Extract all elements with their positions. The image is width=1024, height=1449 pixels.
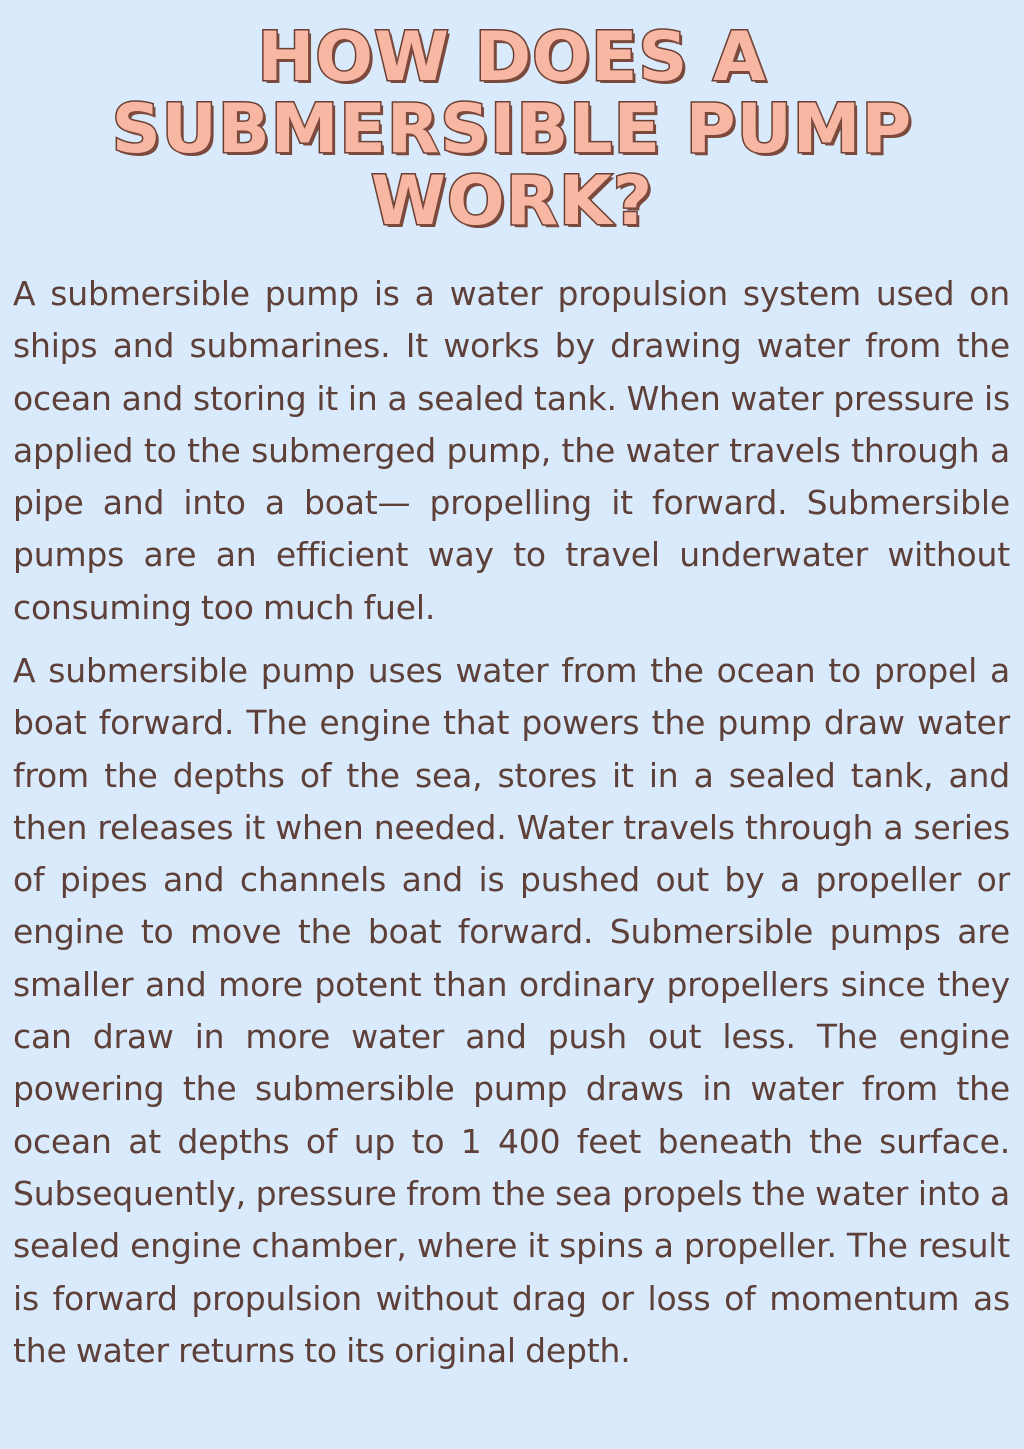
- paragraph-2: A submersible pump uses water from the ocean to propel a boat forward. The engine that powers the pump draw water from the depths of the sea, stores it in a sealed tank, and then releases it when needed. Water travels through a series of pipes and channels and is pushed out by a propeller or engine to move the boat forward. Submersible pumps are smaller and more potent than ordinary propellers since they can draw in more water and push out less. The engine powering the submersible pump draws in water from the ocean at depths of up to 1 400 feet beneath the surface. Subsequently, pressure from the sea propels the water into a sealed engine chamber, where it spins a propeller. The result is forward propulsion without drag or loss of momentum as the water returns to its original depth.: [13, 651, 1010, 1370]
- paragraph-1: A submersible pump is a water propulsion system used on ships and submarines. It works by drawing water from the ocean and storing it in a sealed tank. When water pressure is applied to the submerged pump, the water travels through a pipe and into a boat— propelling it forward. Submersible pumps are an efficient way to travel underwater without consuming too much fuel.: [13, 274, 1010, 627]
- title-line-2: SUBMERSIBLE PUMP: [111, 90, 913, 169]
- title-line-1: HOW DOES A: [257, 18, 767, 97]
- title-line-3: WORK?: [370, 162, 654, 241]
- page-title: [0, 0, 1024, 241]
